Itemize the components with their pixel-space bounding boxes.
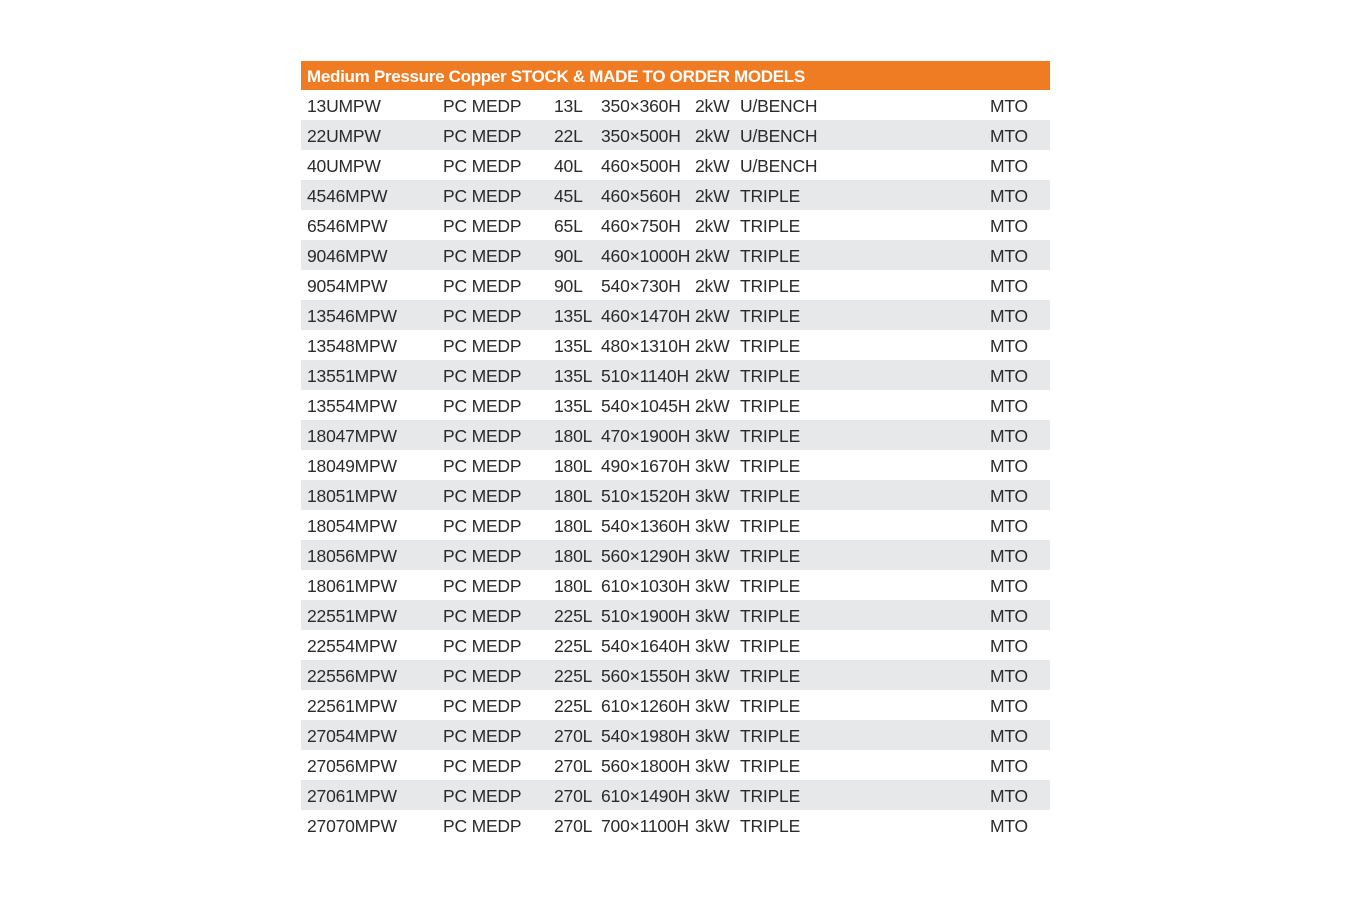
capacity-cell: 180L [554, 576, 593, 596]
power-rating-cell: 3kW [695, 606, 730, 626]
power-rating-cell: 3kW [695, 426, 730, 446]
availability-cell: MTO [990, 276, 1028, 296]
product-type-cell: PC MEDP [443, 396, 522, 416]
dimensions-cell: 610×1030H [601, 576, 691, 596]
model-number-cell: 18054MPW [307, 516, 397, 536]
capacity-cell: 40L [554, 156, 583, 176]
table-row [301, 540, 1050, 570]
availability-cell: MTO [990, 546, 1028, 566]
capacity-cell: 180L [554, 426, 593, 446]
capacity-cell: 225L [554, 606, 593, 626]
capacity-cell: 90L [554, 246, 583, 266]
availability-cell: MTO [990, 126, 1028, 146]
availability-cell: MTO [990, 396, 1028, 416]
installation-type-cell: U/BENCH [740, 156, 818, 176]
table-row [301, 300, 1050, 330]
dimensions-cell: 460×1470H [601, 306, 691, 326]
table-row [301, 210, 1050, 240]
product-table [301, 61, 1050, 840]
capacity-cell: 135L [554, 336, 593, 356]
power-rating-cell: 2kW [695, 186, 730, 206]
power-rating-cell: 2kW [695, 126, 730, 146]
capacity-cell: 270L [554, 726, 593, 746]
dimensions-cell: 470×1900H [601, 426, 691, 446]
dimensions-cell: 560×1800H [601, 756, 691, 776]
model-number-cell: 13546MPW [307, 306, 397, 326]
dimensions-cell: 460×1000H [601, 246, 691, 266]
power-rating-cell: 3kW [695, 816, 730, 836]
table-row [301, 420, 1050, 450]
model-number-cell: 27056MPW [307, 756, 397, 776]
model-number-cell: 27070MPW [307, 816, 397, 836]
installation-type-cell: TRIPLE [740, 366, 801, 386]
model-number-cell: 40UMPW [307, 156, 381, 176]
installation-type-cell: TRIPLE [740, 786, 801, 806]
installation-type-cell: TRIPLE [740, 696, 801, 716]
installation-type-cell: TRIPLE [740, 576, 801, 596]
table-row [301, 660, 1050, 690]
product-type-cell: PC MEDP [443, 246, 522, 266]
capacity-cell: 180L [554, 486, 593, 506]
availability-cell: MTO [990, 456, 1028, 476]
table-row [301, 150, 1050, 180]
model-number-cell: 27054MPW [307, 726, 397, 746]
capacity-cell: 135L [554, 396, 593, 416]
installation-type-cell: TRIPLE [740, 276, 801, 296]
power-rating-cell: 3kW [695, 576, 730, 596]
capacity-cell: 45L [554, 186, 583, 206]
dimensions-cell: 460×750H [601, 216, 681, 236]
product-type-cell: PC MEDP [443, 696, 522, 716]
table-row [301, 780, 1050, 810]
product-type-cell: PC MEDP [443, 456, 522, 476]
capacity-cell: 225L [554, 696, 593, 716]
availability-cell: MTO [990, 486, 1028, 506]
dimensions-cell: 510×1900H [601, 606, 691, 626]
installation-type-cell: U/BENCH [740, 126, 818, 146]
table-row [301, 600, 1050, 630]
product-type-cell: PC MEDP [443, 516, 522, 536]
installation-type-cell: TRIPLE [740, 546, 801, 566]
capacity-cell: 90L [554, 276, 583, 296]
installation-type-cell: TRIPLE [740, 726, 801, 746]
table-row [301, 750, 1050, 780]
capacity-cell: 270L [554, 816, 593, 836]
availability-cell: MTO [990, 216, 1028, 236]
capacity-cell: 180L [554, 516, 593, 536]
model-number-cell: 6546MPW [307, 216, 388, 236]
table-row [301, 90, 1050, 120]
power-rating-cell: 3kW [695, 696, 730, 716]
dimensions-cell: 460×560H [601, 186, 681, 206]
capacity-cell: 135L [554, 366, 593, 386]
table-row [301, 690, 1050, 720]
power-rating-cell: 3kW [695, 756, 730, 776]
installation-type-cell: U/BENCH [740, 96, 818, 116]
power-rating-cell: 2kW [695, 96, 730, 116]
model-number-cell: 27061MPW [307, 786, 397, 806]
power-rating-cell: 2kW [695, 396, 730, 416]
installation-type-cell: TRIPLE [740, 516, 801, 536]
product-type-cell: PC MEDP [443, 426, 522, 446]
installation-type-cell: TRIPLE [740, 186, 801, 206]
product-type-cell: PC MEDP [443, 816, 522, 836]
model-number-cell: 13548MPW [307, 336, 397, 356]
table-row [301, 720, 1050, 750]
model-number-cell: 22UMPW [307, 126, 381, 146]
dimensions-cell: 350×360H [601, 96, 681, 116]
availability-cell: MTO [990, 606, 1028, 626]
availability-cell: MTO [990, 696, 1028, 716]
availability-cell: MTO [990, 816, 1028, 836]
capacity-cell: 180L [554, 546, 593, 566]
power-rating-cell: 2kW [695, 216, 730, 236]
availability-cell: MTO [990, 186, 1028, 206]
model-number-cell: 22556MPW [307, 666, 397, 686]
capacity-cell: 135L [554, 306, 593, 326]
product-type-cell: PC MEDP [443, 186, 522, 206]
model-number-cell: 22561MPW [307, 696, 397, 716]
power-rating-cell: 2kW [695, 156, 730, 176]
availability-cell: MTO [990, 306, 1028, 326]
table-row [301, 510, 1050, 540]
capacity-cell: 13L [554, 96, 583, 116]
dimensions-cell: 540×1360H [601, 516, 691, 536]
table-row [301, 630, 1050, 660]
capacity-cell: 65L [554, 216, 583, 236]
installation-type-cell: TRIPLE [740, 456, 801, 476]
availability-cell: MTO [990, 96, 1028, 116]
table-row [301, 120, 1050, 150]
power-rating-cell: 3kW [695, 516, 730, 536]
installation-type-cell: TRIPLE [740, 216, 801, 236]
installation-type-cell: TRIPLE [740, 756, 801, 776]
product-type-cell: PC MEDP [443, 726, 522, 746]
table-row [301, 270, 1050, 300]
table-row [301, 390, 1050, 420]
dimensions-cell: 540×730H [601, 276, 681, 296]
availability-cell: MTO [990, 336, 1028, 356]
model-number-cell: 22554MPW [307, 636, 397, 656]
installation-type-cell: TRIPLE [740, 306, 801, 326]
dimensions-cell: 540×1045H [601, 396, 691, 416]
dimensions-cell: 480×1310H [601, 336, 691, 356]
availability-cell: MTO [990, 366, 1028, 386]
power-rating-cell: 3kW [695, 636, 730, 656]
dimensions-cell: 490×1670H [601, 456, 691, 476]
availability-cell: MTO [990, 726, 1028, 746]
table-body [301, 90, 1050, 840]
power-rating-cell: 2kW [695, 246, 730, 266]
installation-type-cell: TRIPLE [740, 336, 801, 356]
power-rating-cell: 3kW [695, 786, 730, 806]
table-row [301, 570, 1050, 600]
power-rating-cell: 3kW [695, 456, 730, 476]
table-row [301, 180, 1050, 210]
product-type-cell: PC MEDP [443, 96, 522, 116]
availability-cell: MTO [990, 576, 1028, 596]
model-number-cell: 22551MPW [307, 606, 397, 626]
model-number-cell: 18056MPW [307, 546, 397, 566]
installation-type-cell: TRIPLE [740, 816, 801, 836]
model-number-cell: 18047MPW [307, 426, 397, 446]
power-rating-cell: 2kW [695, 366, 730, 386]
table-row [301, 330, 1050, 360]
model-number-cell: 18051MPW [307, 486, 397, 506]
availability-cell: MTO [990, 516, 1028, 536]
availability-cell: MTO [990, 786, 1028, 806]
table-row [301, 450, 1050, 480]
availability-cell: MTO [990, 666, 1028, 686]
model-number-cell: 18049MPW [307, 456, 397, 476]
power-rating-cell: 3kW [695, 726, 730, 746]
dimensions-cell: 460×500H [601, 156, 681, 176]
power-rating-cell: 2kW [695, 306, 730, 326]
product-type-cell: PC MEDP [443, 606, 522, 626]
dimensions-cell: 510×1140H [601, 366, 689, 386]
dimensions-cell: 510×1520H [601, 486, 691, 506]
product-type-cell: PC MEDP [443, 756, 522, 776]
table-title: Medium Pressure Copper STOCK & MADE TO ORDER MODELS [301, 61, 1050, 90]
dimensions-cell: 700×1100H [601, 816, 689, 836]
product-type-cell: PC MEDP [443, 366, 522, 386]
model-number-cell: 18061MPW [307, 576, 397, 596]
product-type-cell: PC MEDP [443, 156, 522, 176]
installation-type-cell: TRIPLE [740, 666, 801, 686]
dimensions-cell: 560×1290H [601, 546, 691, 566]
power-rating-cell: 3kW [695, 546, 730, 566]
availability-cell: MTO [990, 426, 1028, 446]
installation-type-cell: TRIPLE [740, 396, 801, 416]
availability-cell: MTO [990, 246, 1028, 266]
product-type-cell: PC MEDP [443, 126, 522, 146]
product-type-cell: PC MEDP [443, 486, 522, 506]
installation-type-cell: TRIPLE [740, 636, 801, 656]
installation-type-cell: TRIPLE [740, 426, 801, 446]
model-number-cell: 13UMPW [307, 96, 381, 116]
capacity-cell: 22L [554, 126, 583, 146]
dimensions-cell: 560×1550H [601, 666, 691, 686]
capacity-cell: 270L [554, 756, 593, 776]
installation-type-cell: TRIPLE [740, 246, 801, 266]
capacity-cell: 270L [554, 786, 593, 806]
dimensions-cell: 540×1980H [601, 726, 691, 746]
model-number-cell: 4546MPW [307, 186, 388, 206]
dimensions-cell: 610×1260H [601, 696, 691, 716]
product-type-cell: PC MEDP [443, 546, 522, 566]
product-type-cell: PC MEDP [443, 306, 522, 326]
availability-cell: MTO [990, 636, 1028, 656]
product-type-cell: PC MEDP [443, 786, 522, 806]
capacity-cell: 225L [554, 666, 593, 686]
capacity-cell: 180L [554, 456, 593, 476]
product-type-cell: PC MEDP [443, 636, 522, 656]
power-rating-cell: 2kW [695, 276, 730, 296]
power-rating-cell: 2kW [695, 336, 730, 356]
model-number-cell: 13554MPW [307, 396, 397, 416]
installation-type-cell: TRIPLE [740, 606, 801, 626]
installation-type-cell: TRIPLE [740, 486, 801, 506]
model-number-cell: 9046MPW [307, 246, 388, 266]
model-number-cell: 13551MPW [307, 366, 397, 386]
availability-cell: MTO [990, 156, 1028, 176]
power-rating-cell: 3kW [695, 666, 730, 686]
product-type-cell: PC MEDP [443, 216, 522, 236]
product-type-cell: PC MEDP [443, 576, 522, 596]
dimensions-cell: 540×1640H [601, 636, 691, 656]
product-type-cell: PC MEDP [443, 276, 522, 296]
product-type-cell: PC MEDP [443, 336, 522, 356]
power-rating-cell: 3kW [695, 486, 730, 506]
availability-cell: MTO [990, 756, 1028, 776]
dimensions-cell: 350×500H [601, 126, 681, 146]
table-row [301, 360, 1050, 390]
dimensions-cell: 610×1490H [601, 786, 691, 806]
table-row [301, 240, 1050, 270]
model-number-cell: 9054MPW [307, 276, 388, 296]
table-row [301, 480, 1050, 510]
product-type-cell: PC MEDP [443, 666, 522, 686]
table-row [301, 810, 1050, 840]
capacity-cell: 225L [554, 636, 593, 656]
